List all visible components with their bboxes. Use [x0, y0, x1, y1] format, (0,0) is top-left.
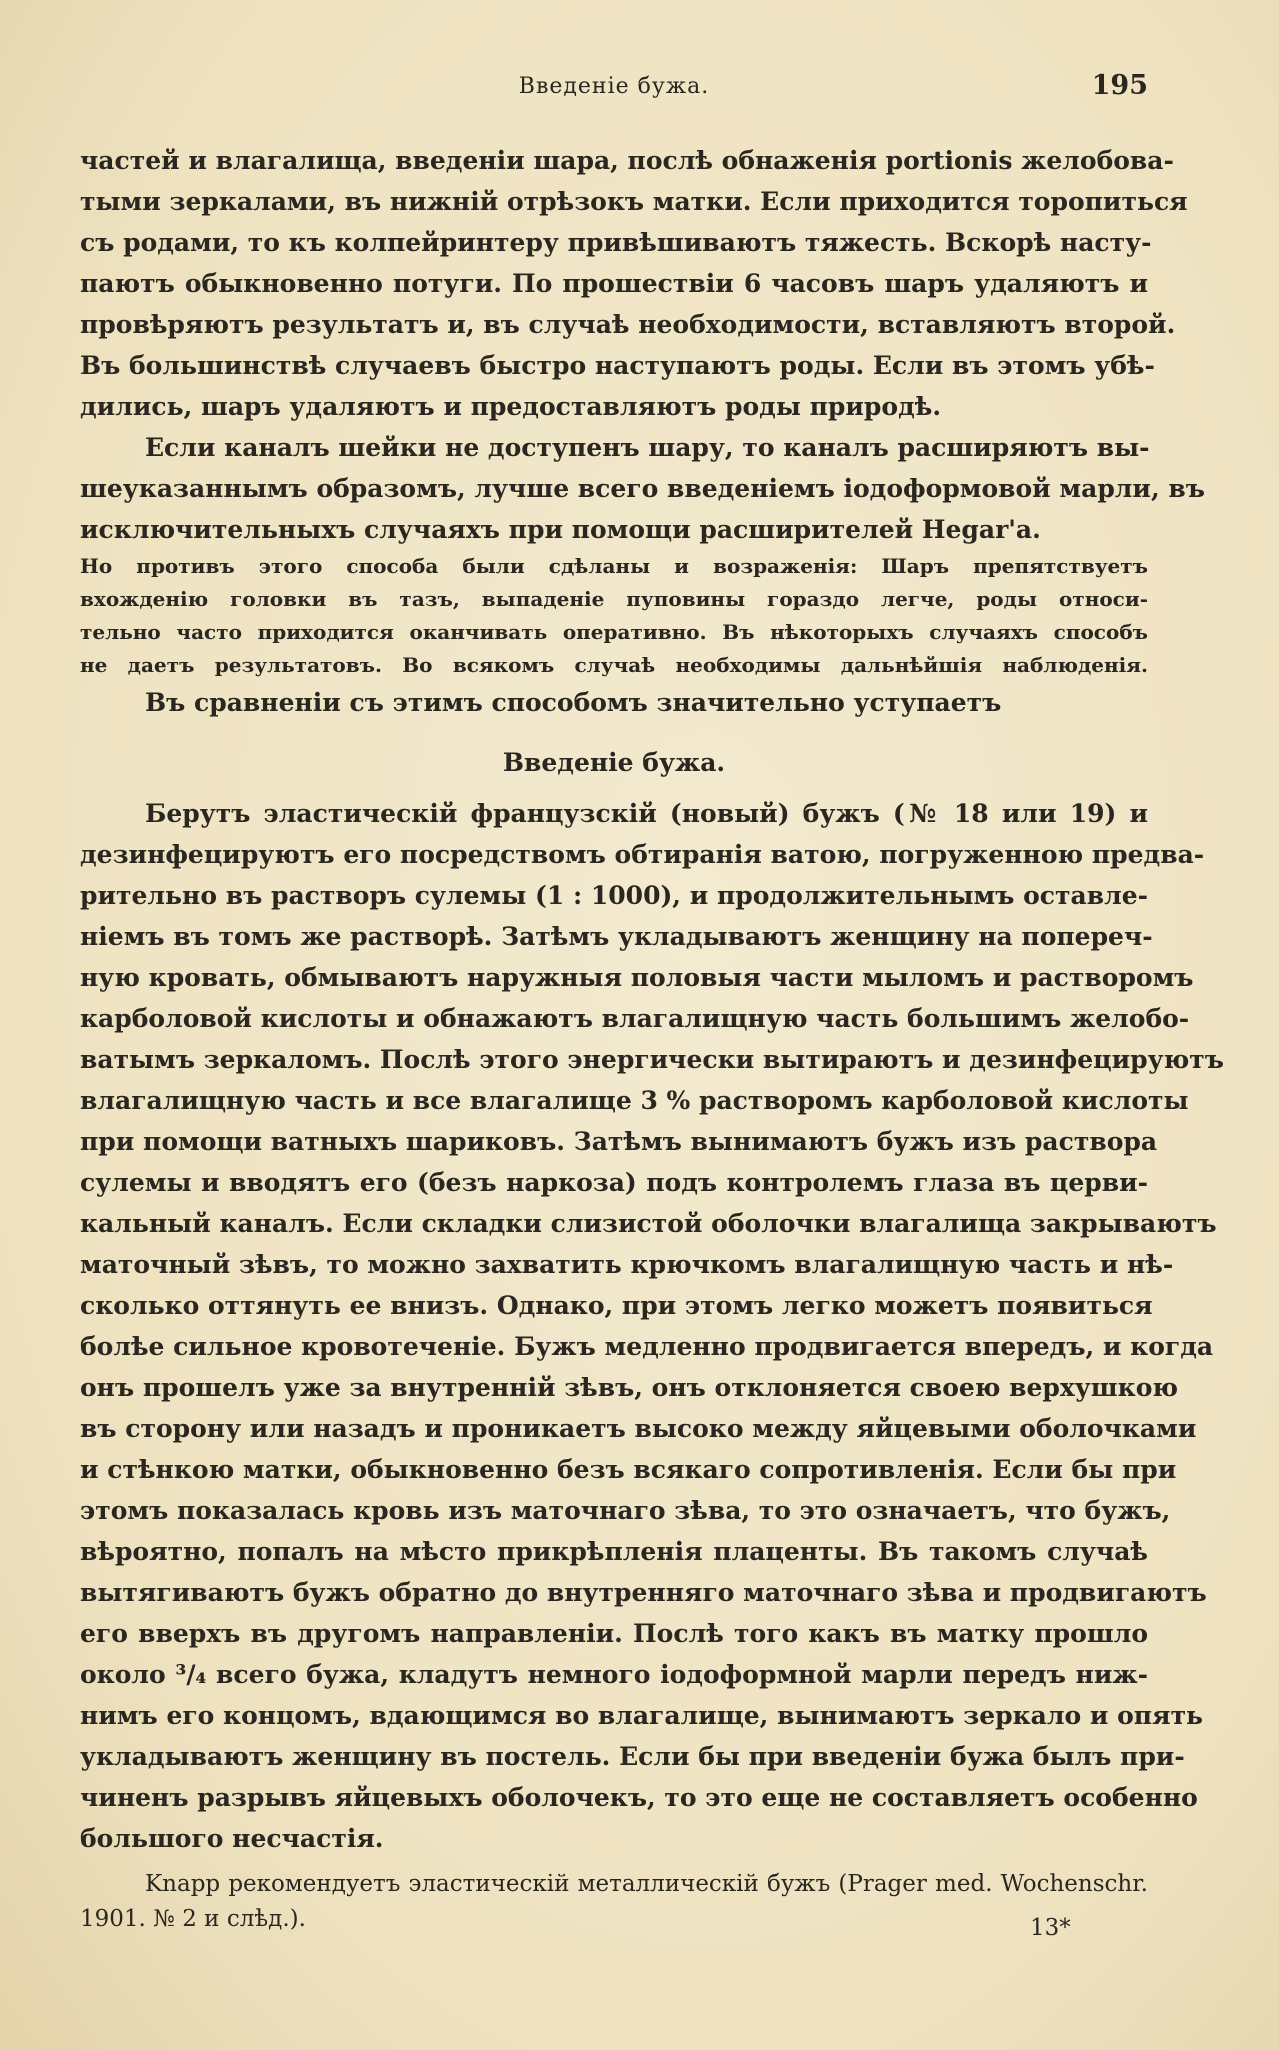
text-line: кальный каналъ. Если складки слизистой оболочки влагалища закрываютъ [80, 1209, 1217, 1238]
text-line: около ³/₄ всего бужа, кладутъ немного іодоформной марли передъ ниж- [80, 1660, 1148, 1689]
footnote [80, 1867, 1148, 1937]
text-line: 1901. № 2 и слѣд.). [80, 1906, 306, 1932]
text-line: рительно въ растворъ сулемы (1 : 1000), и продолжительнымъ оставле- [80, 881, 1148, 910]
text-line: чиненъ разрывъ яйцевыхъ оболочекъ, то это еще не составляетъ особенно [80, 1783, 1198, 1812]
text-line: шеуказаннымъ образомъ, лучше всего введеніемъ іодоформовой марли, въ [80, 474, 1205, 503]
text-line: Knapp рекомендуетъ эластическій металлическій бужъ (Prager med. Wochenschr. [145, 1871, 1148, 1897]
paragraph-4 [80, 793, 1224, 1859]
text-line: исключительныхъ случаяхъ при помощи расширителей Hegar'а. [80, 515, 1041, 544]
text-line: карболовой кислоты и обнажаютъ влагалищную часть большимъ желобо- [80, 1004, 1190, 1033]
text-line: ніемъ въ томъ же растворѣ. Затѣмъ укладываютъ женщину на попереч- [80, 922, 1153, 951]
running-title: Введеніе бужа. [518, 74, 710, 99]
text-line: маточный зѣвъ, то можно захватить крючкомъ влагалищную часть и нѣ- [80, 1250, 1174, 1279]
text-line: съ родами, то къ колпейринтеру привѣшиваютъ тяжесть. Вскорѣ насту- [80, 228, 1152, 257]
text-line: ную кровать, обмываютъ наружныя половыя части мыломъ и растворомъ [80, 963, 1194, 992]
small-print-paragraph [80, 550, 1148, 682]
text-line: Если каналъ шейки не доступенъ шару, то каналъ расширяютъ вы- [145, 433, 1150, 462]
text-line: болѣе сильное кровотеченіе. Бужъ медленно продвигается впередъ, и когда [80, 1332, 1214, 1361]
paragraph-3 [80, 682, 1148, 723]
text-line: сулемы и вводятъ его (безъ наркоза) подъ контролемъ глаза въ церви- [80, 1168, 1148, 1197]
text-line: тыми зеркалами, въ нижній отрѣзокъ матки. Если приходится торопиться [80, 187, 1188, 216]
text-line: не даетъ результатовъ. Во всякомъ случаѣ необходимы дальнѣйшія наблюденія. [80, 653, 1148, 677]
body-text [80, 140, 1224, 1937]
signature-mark: 13* [1030, 1915, 1071, 1941]
paragraph-1 [80, 140, 1188, 427]
text-line: паютъ обыкновенно потуги. По прошествіи 6 часовъ шаръ удаляютъ и [80, 269, 1148, 298]
text-line: влагалищную часть и все влагалище 3 % растворомъ карболовой кислоты [80, 1086, 1189, 1115]
text-line: вхожденію головки въ тазъ, выпаденіе пуповины гораздо легче, роды относи- [80, 587, 1148, 611]
section-heading: Введеніе бужа. [502, 748, 726, 777]
text-line: Берутъ эластическій французскій (новый) бужъ (№ 18 или 19) и [145, 799, 1148, 828]
text-line: укладываютъ женщину въ постель. Если бы при введеніи бужа былъ при- [80, 1742, 1185, 1771]
text-line: въ сторону или назадъ и проникаетъ высоко между яйцевыми оболочками [80, 1414, 1197, 1443]
text-line: большого несчастія. [80, 1824, 384, 1853]
text-line: провѣряютъ результатъ и, въ случаѣ необходимости, вставляютъ второй. [80, 310, 1176, 339]
text-line: Но противъ этого способа были сдѣланы и возраженія: Шаръ препятствуетъ [80, 554, 1148, 578]
text-line: тельно часто приходится оканчивать оперативно. Въ нѣкоторыхъ случаяхъ способъ [80, 620, 1148, 644]
page-header [80, 70, 1148, 110]
text-line: Въ большинствѣ случаевъ быстро наступаютъ роды. Если въ этомъ убѣ- [80, 351, 1155, 380]
paragraph-2 [80, 427, 1205, 550]
text-line: его вверхъ въ другомъ направленіи. Послѣ того какъ въ матку прошло [80, 1619, 1148, 1648]
text-line: вытягиваютъ бужъ обратно до внутренняго маточнаго зѣва и продвигаютъ [80, 1578, 1207, 1607]
text-line: нимъ его концомъ, вдающимся во влагалище, вынимаютъ зеркало и опять [80, 1701, 1204, 1730]
text-line: вѣроятно, попалъ на мѣсто прикрѣпленія плаценты. Въ такомъ случаѣ [80, 1537, 1148, 1566]
text-line: дезинфецируютъ его посредствомъ обтиранія ватою, погруженною предва- [80, 840, 1205, 869]
text-line: этомъ показалась кровь изъ маточнаго зѣва, то это означаетъ, что бужъ, [80, 1496, 1171, 1525]
text-line: сколько оттянуть ее внизъ. Однако, при этомъ легко можетъ появиться [80, 1291, 1153, 1320]
spacer [80, 1859, 1148, 1867]
text-line: и стѣнкою матки, обыкновенно безъ всякаго сопротивленія. Если бы при [80, 1455, 1177, 1484]
page-number: 195 [1091, 70, 1148, 101]
text-line: дились, шаръ удаляютъ и предоставляютъ роды природѣ. [80, 392, 942, 421]
text-line: при помощи ватныхъ шариковъ. Затѣмъ вынимаютъ бужъ изъ раствора [80, 1127, 1158, 1156]
text-line: ватымъ зеркаломъ. Послѣ этого энергически вытираютъ и дезинфецируютъ [80, 1045, 1224, 1074]
text-line: частей и влагалища, введеніи шара, послѣ обнаженія portionis желобова- [80, 146, 1174, 175]
text-line: онъ прошелъ уже за внутренній зѣвъ, онъ отклоняется своею верхушкою [80, 1373, 1179, 1402]
text-line: Въ сравненіи съ этимъ способомъ значительно уступаетъ [145, 688, 1002, 717]
